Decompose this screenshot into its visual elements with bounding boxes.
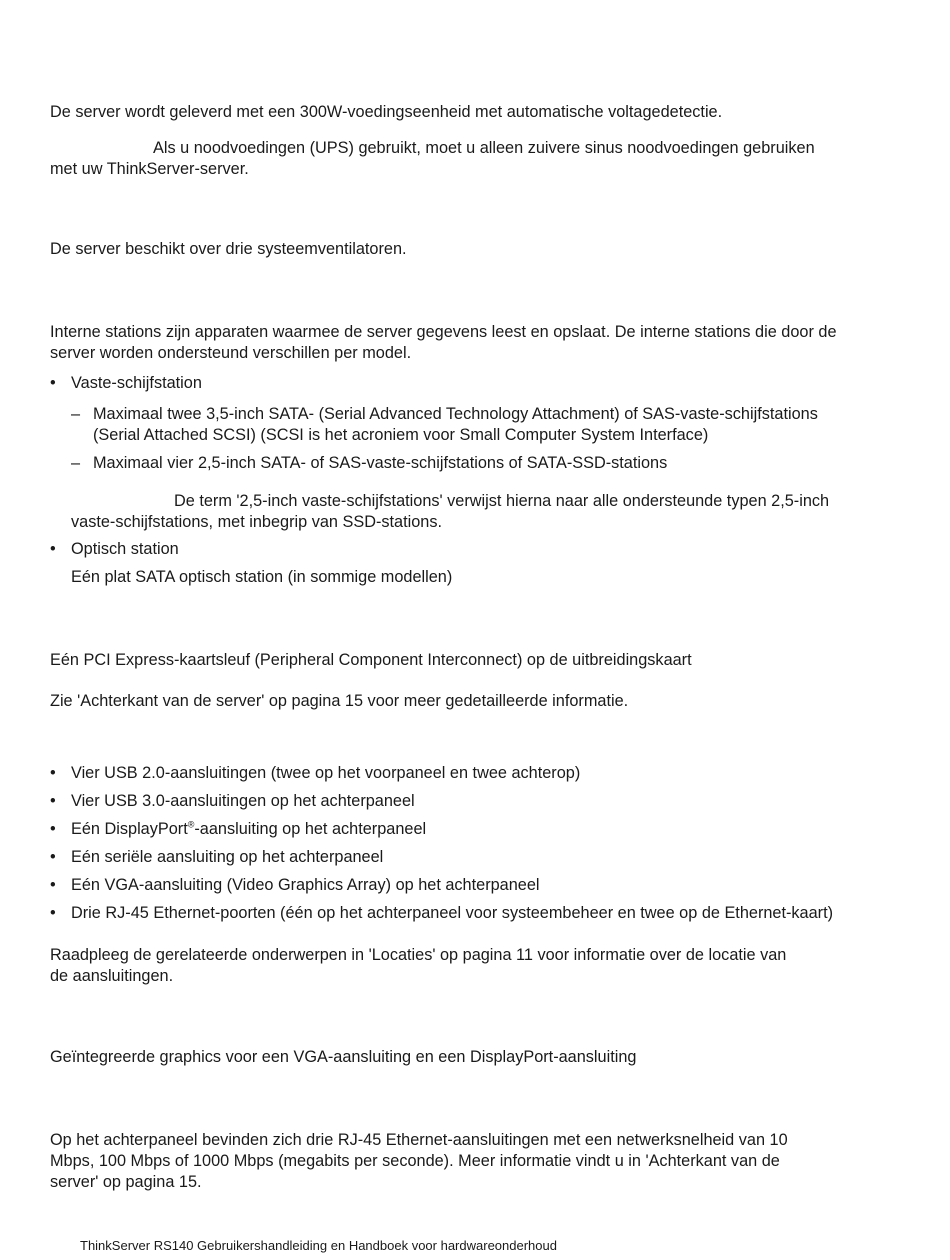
connector-text: Eén seriële aansluiting op het achterpaneel xyxy=(71,848,384,866)
hdd-35-line2: (Serial Attached SCSI) (SCSI is het acroniem voor Small Computer System Interface) xyxy=(93,426,709,444)
bullet-icon: • xyxy=(50,540,56,558)
connector-item-vga xyxy=(50,875,900,896)
connector-text: Vier USB 2.0-aansluitingen (twee op het voorpaneel en twee achterop) xyxy=(71,764,581,782)
ethernet-paragraph xyxy=(50,1130,900,1193)
bullet-icon: • xyxy=(50,792,56,810)
displayport-rest: -aansluiting op het achterpaneel xyxy=(194,820,427,838)
optical-desc: Eén plat SATA optisch station (in sommige modellen) xyxy=(71,568,453,586)
page-footer: ThinkServer RS140 Gebruikershandleiding en Handboek voor hardwareonderhoud xyxy=(80,1238,557,1253)
connector-item-displayport xyxy=(50,819,900,840)
fans-paragraph: De server beschikt over drie systeemventilatoren. xyxy=(50,240,407,258)
list-item-optical xyxy=(50,539,900,560)
bullet-icon: • xyxy=(50,820,56,838)
connector-item-serial xyxy=(50,847,900,868)
drives-note-line2: vaste-schijfstations, met inbegrip van SSD-stations. xyxy=(71,513,443,531)
registered-mark: ® xyxy=(187,819,195,830)
hdd-label: Vaste-schijfstation xyxy=(71,374,202,392)
connector-text: Vier USB 3.0-aansluitingen op het achterpaneel xyxy=(71,792,415,810)
power-note-line2: met uw ThinkServer-server. xyxy=(50,160,249,178)
connector-item-usb3 xyxy=(50,791,900,812)
connectors-reference xyxy=(50,945,900,987)
drives-intro xyxy=(50,322,900,364)
expansion-paragraph: Eén PCI Express-kaartsleuf (Peripheral Component Interconnect) op de uitbreidingskaart xyxy=(50,651,692,669)
ethernet-line2: Mbps, 100 Mbps of 1000 Mbps (megabits per seconde). Meer informatie vindt u in 'Achterkant van de xyxy=(50,1152,780,1170)
drives-intro-line2: server worden ondersteund verschillen per model. xyxy=(50,344,412,362)
dash-icon: – xyxy=(71,454,81,472)
video-paragraph: Geïntegreerde graphics voor een VGA-aansluiting en een DisplayPort-aansluiting xyxy=(50,1048,637,1066)
bullet-icon: • xyxy=(50,374,56,392)
sub-item-hdd-35 xyxy=(71,404,900,446)
sub-item-hdd-25 xyxy=(71,453,900,474)
connector-item-usb2 xyxy=(50,763,900,784)
power-paragraph: De server wordt geleverd met een 300W-voedingseenheid met automatische voltagedetectie. xyxy=(50,103,723,121)
drives-note-line1: De term '2,5-inch vaste-schijfstations' verwijst hierna naar alle ondersteunde typen 2,5-inch xyxy=(174,492,830,510)
bullet-icon: • xyxy=(50,848,56,866)
connector-text: Eén VGA-aansluiting (Video Graphics Array) op het achterpaneel xyxy=(71,876,540,894)
ethernet-line3: server' op pagina 15. xyxy=(50,1173,202,1191)
power-note xyxy=(50,138,900,180)
drives-intro-line1: Interne stations zijn apparaten waarmee de server gegevens leest en opslaat. De interne stations die door de xyxy=(50,323,837,341)
dash-icon: – xyxy=(71,405,81,423)
optical-label: Optisch station xyxy=(71,540,179,558)
ethernet-line1: Op het achterpaneel bevinden zich drie RJ-45 Ethernet-aansluitingen met een netwerksnelheid van 10 xyxy=(50,1131,788,1149)
hdd-25-text: Maximaal vier 2,5-inch SATA- of SAS-vaste-schijfstations of SATA-SSD-stations xyxy=(93,454,668,472)
list-item-hdd xyxy=(50,373,900,394)
bullet-icon: • xyxy=(50,764,56,782)
power-note-line1: Als u noodvoedingen (UPS) gebruikt, moet u alleen zuivere sinus noodvoedingen gebruiken xyxy=(153,139,815,157)
displayport-name: Eén DisplayPort xyxy=(71,820,188,838)
hdd-35-text xyxy=(71,404,900,446)
expansion-reference: Zie 'Achterkant van de server' op pagina 15 voor meer gedetailleerde informatie. xyxy=(50,692,629,710)
connectors-reference-line1: Raadpleeg de gerelateerde onderwerpen in 'Locaties' op pagina 11 voor informatie over de locatie van xyxy=(50,946,787,964)
connector-text xyxy=(50,819,900,840)
drives-note xyxy=(50,491,900,533)
bullet-icon: • xyxy=(50,904,56,922)
connectors-reference-line2: de aansluitingen. xyxy=(50,967,174,985)
connector-item-ethernet xyxy=(50,903,900,924)
bullet-icon: • xyxy=(50,876,56,894)
connector-text: Drie RJ-45 Ethernet-poorten (één op het achterpaneel voor systeembeheer en twee op de Ethernet-kaart) xyxy=(71,904,834,922)
hdd-35-line1: Maximaal twee 3,5-inch SATA- (Serial Advanced Technology Attachment) of SAS-vaste-schijfstations xyxy=(93,405,818,423)
